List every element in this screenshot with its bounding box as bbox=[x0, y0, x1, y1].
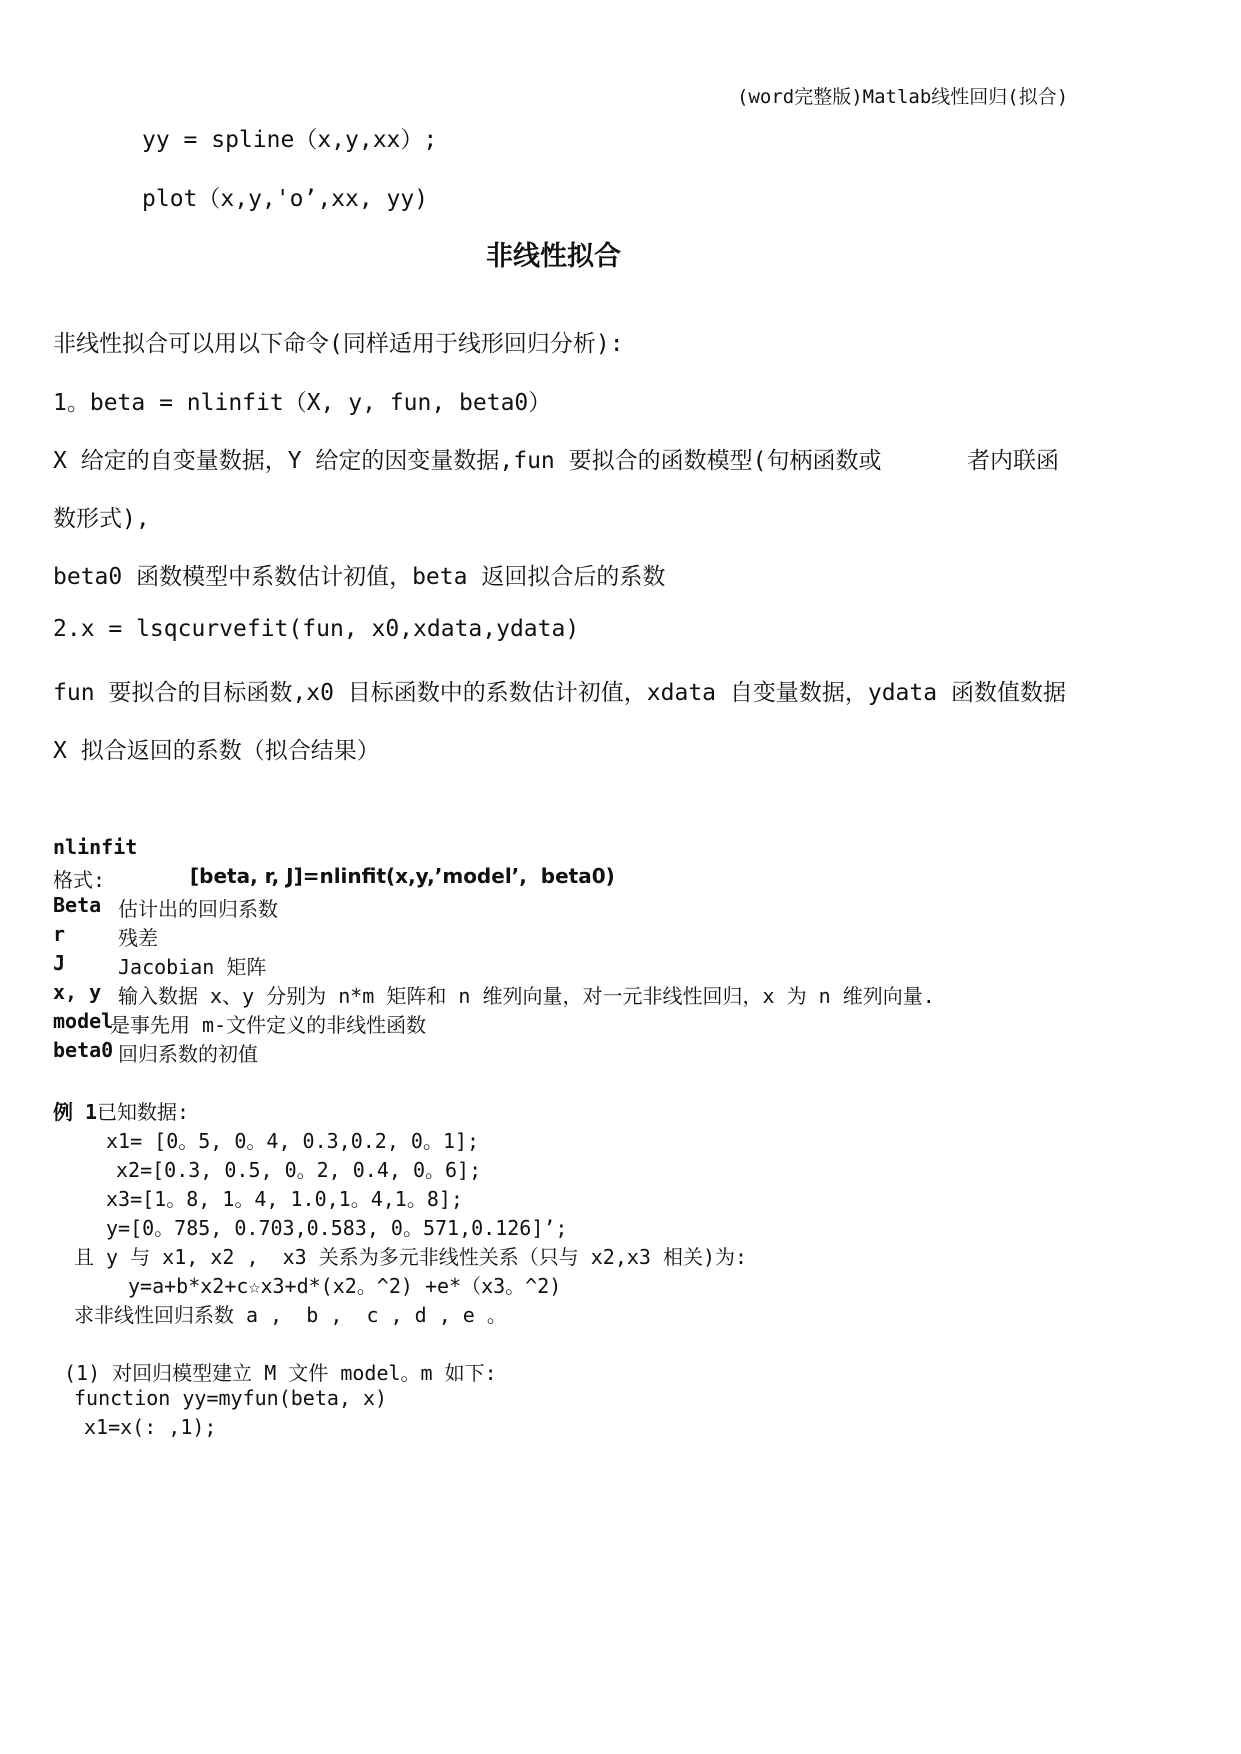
example-line: x2=[0.3, 0.5, 0。2, 0.4, 0。6]; bbox=[116, 1158, 482, 1182]
param-desc: 估计出的回归系数 bbox=[118, 897, 278, 921]
param-term: Beta bbox=[53, 893, 102, 917]
item-1-desc-a-tail: 者内联函 bbox=[967, 448, 1059, 474]
param-desc: 是事先用 m-文件定义的非线性函数 bbox=[110, 1013, 427, 1037]
example-line: x3=[1。8, 1。4, 1.0,1。4,1。8]; bbox=[106, 1187, 463, 1211]
param-term: model bbox=[53, 1009, 114, 1033]
param-desc: 回归系数的初值 bbox=[118, 1042, 258, 1066]
param-term: r bbox=[53, 922, 66, 946]
param-term: beta0 bbox=[53, 1038, 114, 1062]
code-line-spline: yy = spline（x,y,xx）; bbox=[142, 127, 438, 153]
item-1-desc-b: 数形式), bbox=[53, 506, 150, 532]
format-value: [beta, r, J]=nlinfit(x,y,’model’, beta0) bbox=[190, 864, 615, 888]
item-2-desc-a: fun 要拟合的目标函数,x0 目标函数中的系数估计初值，xdata 自变量数据，ydata 函数值数据 bbox=[53, 680, 1066, 706]
item-2-command: 2.x = lsqcurvefit(fun, x0,xdata,ydata) bbox=[53, 616, 580, 642]
code-line-plot: plot（x,y,'o’,xx, yy) bbox=[142, 186, 429, 212]
example-line: y=[0。785, 0.703,0.583, 0。571,0.126]’; bbox=[106, 1216, 568, 1240]
code-function: function yy=myfun(beta, x) bbox=[74, 1386, 388, 1410]
example-ask: 求非线性回归系数 a , b , c , d , e 。 bbox=[74, 1303, 507, 1327]
param-term: x, y bbox=[53, 980, 102, 1004]
item-1-desc-a: X 给定的自变量数据，Y 给定的因变量数据,fun 要拟合的函数模型(句柄函数或 bbox=[53, 448, 882, 474]
example-label: 例 1 bbox=[53, 1100, 98, 1124]
intro-text: 非线性拟合可以用以下命令(同样适用于线形回归分析): bbox=[53, 331, 624, 357]
code-x1: x1=x(: ,1); bbox=[84, 1415, 217, 1439]
param-desc: 残差 bbox=[118, 926, 158, 950]
item-1-command: 1。beta = nlinfit（X, y, fun, beta0） bbox=[53, 390, 552, 416]
step-1: (1) 对回归模型建立 M 文件 model。m 如下: bbox=[64, 1361, 497, 1385]
example-heading: 已知数据: bbox=[97, 1100, 190, 1124]
example-line: x1= [0。5, 0。4, 0.3,0.2, 0。1]; bbox=[106, 1129, 480, 1153]
format-label: 格式: bbox=[53, 868, 106, 892]
param-term: J bbox=[53, 951, 66, 975]
nlinfit-name: nlinfit bbox=[53, 835, 138, 859]
section-title: 非线性拟合 bbox=[486, 241, 621, 272]
page-header: (word完整版)Matlab线性回归(拟合) bbox=[737, 86, 1069, 108]
example-formula: y=a+b*x2+c☆x3+d*(x2。^2) +e*（x3。^2) bbox=[128, 1274, 562, 1298]
param-desc: 输入数据 x、y 分别为 n*m 矩阵和 n 维列向量，对一元非线性回归，x 为 n 维列向量. bbox=[118, 984, 935, 1008]
example-relation: 且 y 与 x1, x2 , x3 关系为多元非线性关系（只与 x2,x3 相关)为: bbox=[74, 1245, 748, 1269]
param-desc: Jacobian 矩阵 bbox=[118, 955, 267, 979]
item-1-desc-c: beta0 函数模型中系数估计初值，beta 返回拟合后的系数 bbox=[53, 564, 666, 590]
item-2-desc-b: X 拟合返回的系数（拟合结果） bbox=[53, 738, 380, 764]
